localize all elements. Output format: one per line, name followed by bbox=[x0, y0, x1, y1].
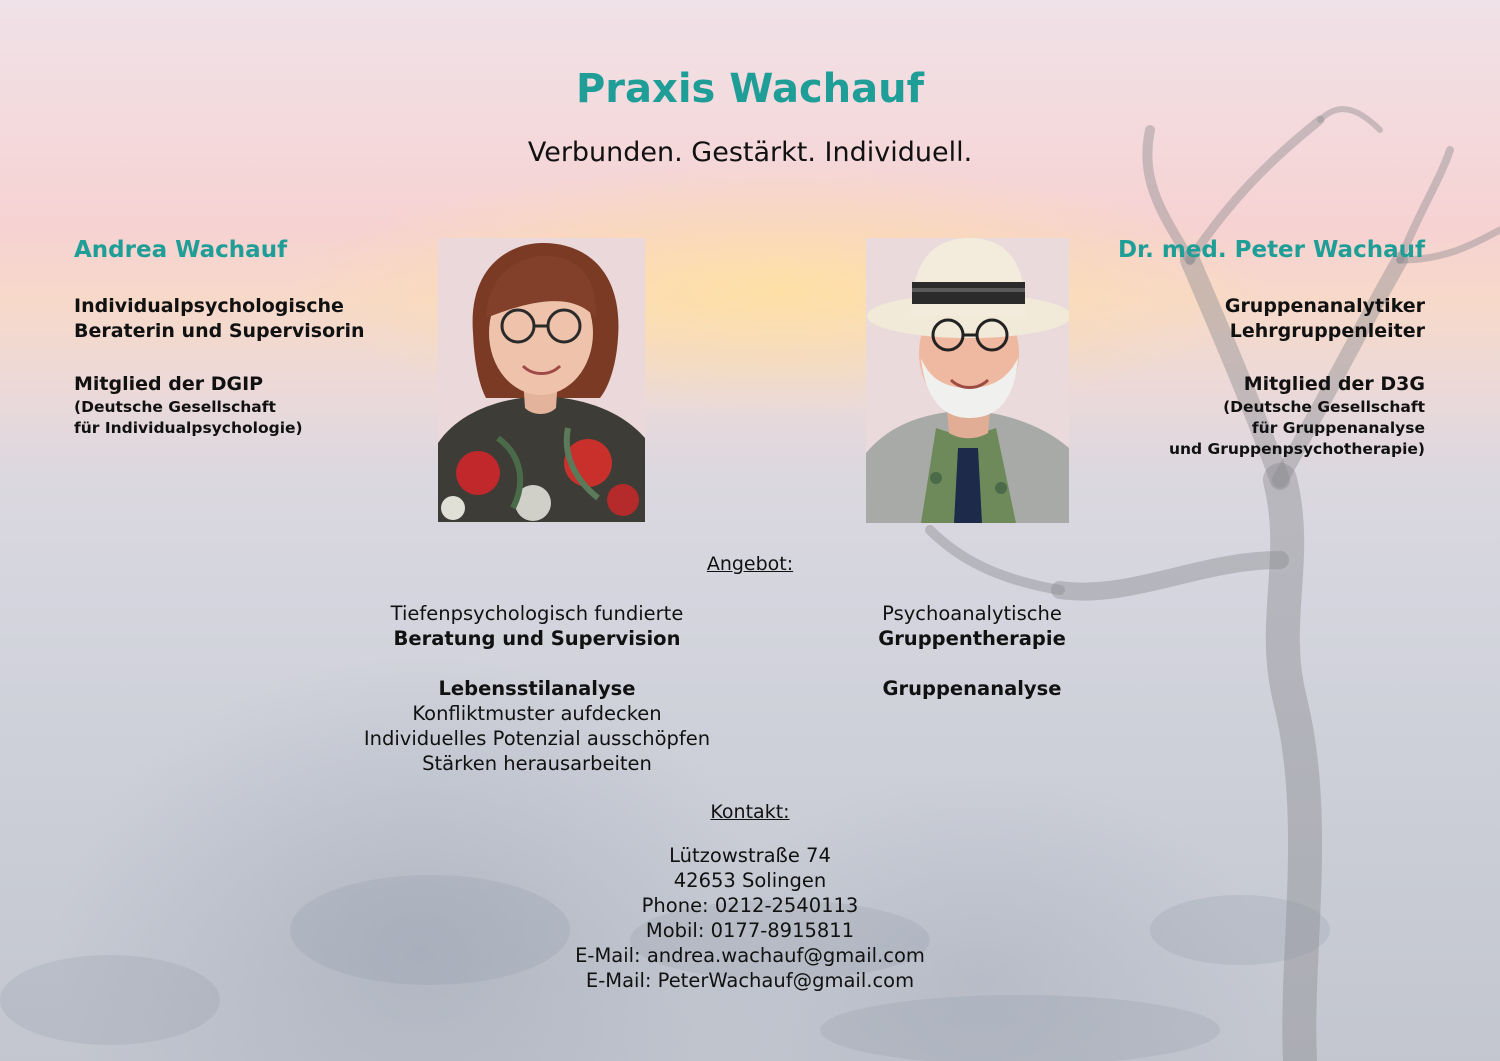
peter-membership-detail: für Gruppenanalyse bbox=[1251, 419, 1425, 437]
andrea-membership-detail: für Individualpsychologie) bbox=[74, 419, 303, 437]
offer-item: Tiefenpsychologisch fundierte bbox=[390, 602, 684, 625]
contact-heading: Kontakt: bbox=[710, 801, 790, 823]
peter-name: Dr. med. Peter Wachauf bbox=[1117, 237, 1425, 263]
page-title: Praxis Wachauf bbox=[575, 66, 925, 112]
contact-street: Lützowstraße 74 bbox=[669, 844, 831, 867]
offer-right-column bbox=[822, 601, 1122, 701]
tagline: Verbunden. Gestärkt. Individuell. bbox=[527, 137, 973, 168]
andrea-role bbox=[74, 294, 365, 344]
contact-email-peter: E-Mail: PeterWachauf@gmail.com bbox=[585, 969, 915, 992]
peter-role bbox=[1225, 294, 1425, 344]
offer-item: Konfliktmuster aufdecken bbox=[412, 702, 662, 725]
offer-item: Individuelles Potenzial ausschöpfen bbox=[363, 727, 711, 750]
andrea-portrait bbox=[438, 238, 645, 522]
contact-details bbox=[0, 843, 1500, 993]
peter-portrait bbox=[866, 238, 1069, 523]
contact-phone: Phone: 0212-2540113 bbox=[641, 894, 859, 917]
peter-membership-detail: (Deutsche Gesellschaft bbox=[1223, 398, 1425, 416]
offer-item: Stärken herausarbeiten bbox=[422, 752, 652, 775]
peter-membership-detail: und Gruppenpsychotherapie) bbox=[1168, 440, 1425, 458]
andrea-membership bbox=[74, 372, 303, 439]
offer-left-column bbox=[337, 601, 737, 776]
andrea-role-line: Individualpsychologische bbox=[74, 295, 344, 317]
offer-item: Gruppentherapie bbox=[878, 627, 1066, 650]
andrea-membership-detail: (Deutsche Gesellschaft bbox=[74, 398, 276, 416]
offer-heading: Angebot: bbox=[706, 553, 794, 575]
andrea-membership-title: Mitglied der DGIP bbox=[74, 373, 264, 395]
offer-item: Psychoanalytische bbox=[882, 602, 1062, 625]
offer-item: Lebensstilanalyse bbox=[438, 677, 636, 700]
andrea-name: Andrea Wachauf bbox=[74, 237, 288, 263]
peter-role-line: Lehrgruppenleiter bbox=[1229, 320, 1425, 342]
peter-role-line: Gruppenanalytiker bbox=[1224, 295, 1425, 317]
contact-mobile: Mobil: 0177-8915811 bbox=[645, 919, 855, 942]
contact-email-andrea: E-Mail: andrea.wachauf@gmail.com bbox=[575, 944, 925, 967]
andrea-role-line: Beraterin und Supervisorin bbox=[74, 320, 365, 342]
peter-membership bbox=[1169, 372, 1425, 460]
peter-membership-title: Mitglied der D3G bbox=[1243, 373, 1425, 395]
offer-item: Gruppenanalyse bbox=[882, 677, 1062, 700]
contact-city: 42653 Solingen bbox=[673, 869, 827, 892]
offer-item: Beratung und Supervision bbox=[393, 627, 681, 650]
